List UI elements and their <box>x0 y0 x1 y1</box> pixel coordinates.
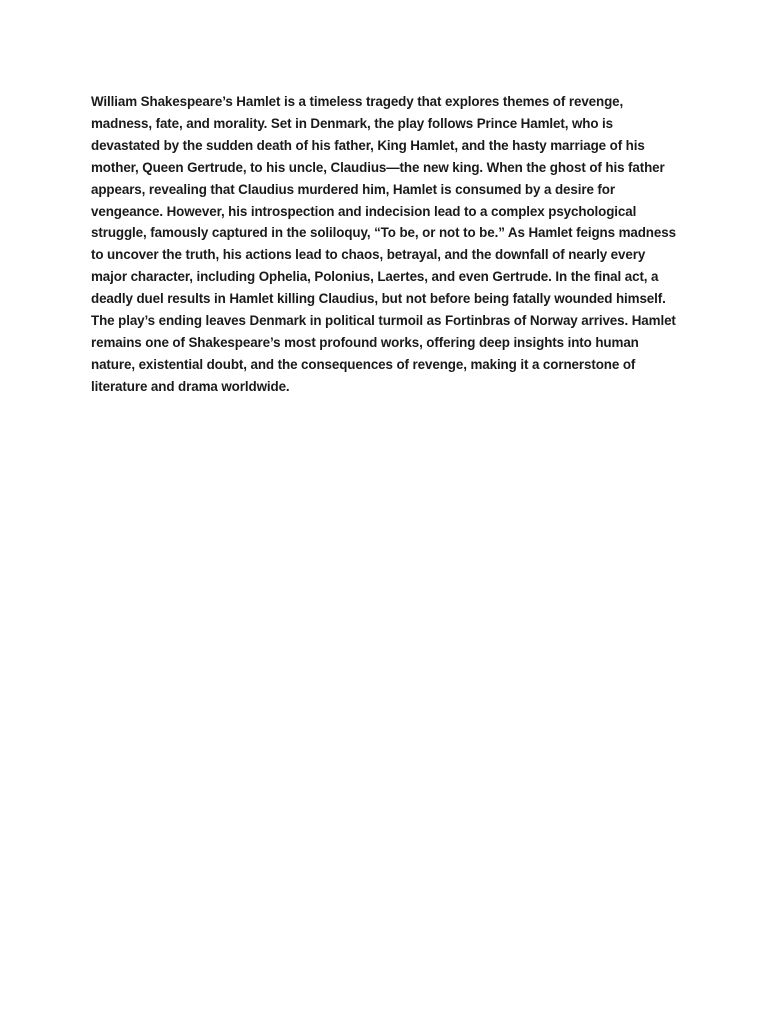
body-paragraph: William Shakespeare’s Hamlet is a timeless tragedy that explores themes of revenge, madness, fate, and morality. Set in Denmark, the play follows Prince Hamlet, who is devastated by the sudden death of his father, King Hamlet, and the hasty marriage of his mother, Queen Gertrude, to his uncle, Claudius—the new king. When the ghost of his father appears, revealing that Claudius murdered him, Hamlet is consumed by a desire for vengeance. However, his introspection and indecision lead to a complex psychological struggle, famously captured in the soliloquy, “To be, or not to be.” As Hamlet feigns madness to uncover the truth, his actions lead to chaos, betrayal, and the downfall of nearly every major character, including Ophelia, Polonius, Laertes, and even Gertrude. In the final act, a deadly duel results in Hamlet killing Claudius, but not before being fatally wounded himself. The play’s ending leaves Denmark in political turmoil as Fortinbras of Norway arrives. Hamlet remains one of Shakespeare’s most profound works, offering deep insights into human nature, existential doubt, and the consequences of revenge, making it a cornerstone of literature and drama worldwide. <box>91 94 676 394</box>
